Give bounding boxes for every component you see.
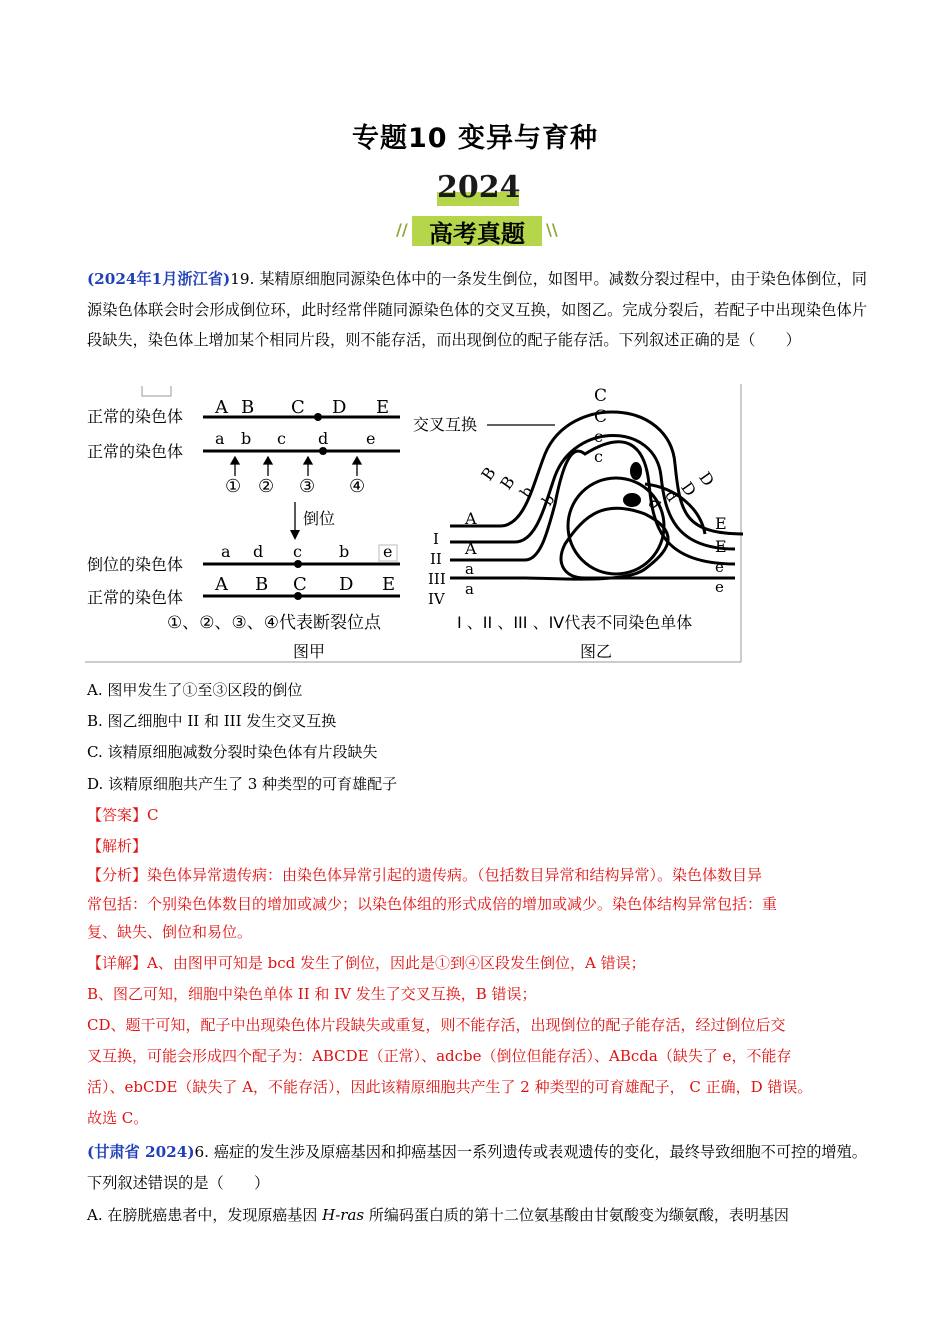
breakpoint-2: ②	[258, 476, 275, 497]
jia-row4-gene: E	[382, 574, 396, 595]
jia-row2-gene: d	[318, 429, 329, 448]
detail-line: 【详解】A、由图甲可知是 bcd 发生了倒位，因此是①到④区段发生倒位，A 错误；	[87, 954, 646, 972]
banner-text: 高考真题	[429, 220, 525, 248]
figure-svg	[85, 384, 743, 664]
down-arrow-icon	[290, 530, 300, 540]
analysis-label: 【解析】	[87, 837, 148, 855]
section-banner	[396, 212, 566, 248]
jia-row4-label: 正常的染色体	[87, 588, 184, 607]
jia-row2-gene: a	[215, 429, 225, 448]
yi-right-end: e	[715, 558, 724, 576]
yi-crossover-label: 交叉互换	[413, 415, 478, 434]
year-badge	[437, 170, 519, 210]
yi-top-gene: C	[594, 407, 608, 427]
jia-arrow-label: 倒位	[303, 509, 336, 528]
yi-left-gene: B	[477, 463, 500, 485]
yi-left-end: a	[465, 580, 474, 598]
jia-row2-gene: c	[277, 429, 286, 448]
yi-strand-label: III	[428, 570, 446, 588]
yi-right-gene: d	[644, 494, 665, 514]
jia-row1-label: 正常的染色体	[87, 407, 184, 426]
jia-row3-gene: b	[339, 542, 350, 561]
slash-right-icon: \\	[546, 220, 558, 239]
breakpoint-4: ④	[349, 476, 366, 497]
yi-right-gene: D	[695, 468, 719, 490]
option-b: B. 图乙细胞中 II 和 III 发生交叉互换	[87, 712, 337, 730]
jia-row3-gene: a	[221, 542, 231, 561]
jia-row3-gene: c	[293, 542, 302, 561]
question-1-source: (2024年1月浙江省)	[87, 270, 231, 288]
yi-caption: I 、II 、III 、IV代表不同染色单体	[457, 613, 693, 632]
option-a-suffix: 所编码蛋白质的第十二位氨基酸由甘氨酸变为缬氨酸，表明基因	[364, 1206, 789, 1224]
question-1-figure	[85, 384, 743, 664]
jia-row2-gene: e	[366, 429, 376, 448]
yi-left-end: a	[465, 560, 474, 578]
jia-row4-gene: B	[255, 574, 269, 595]
jia-row2-gene: b	[241, 429, 252, 448]
yi-top-gene: C	[594, 386, 608, 406]
jia-row3-gene: d	[253, 542, 264, 561]
yi-name: 图乙	[580, 642, 613, 661]
yi-left-end: A	[465, 509, 477, 528]
yi-top-gene: c	[594, 447, 603, 466]
jia-row1-gene: C	[291, 397, 305, 418]
yi-right-gene: D	[677, 478, 701, 500]
jia-row1-gene: E	[376, 397, 390, 418]
yi-strand-label: II	[430, 550, 442, 568]
gene-name: H-ras	[322, 1206, 365, 1224]
detail-line: B、图乙可知，细胞中染色单体 II 和 IV 发生了交叉互换，B 错误；	[87, 985, 537, 1003]
option-a: A. 图甲发生了①至③区段的倒位	[87, 681, 303, 699]
yi-right-end: E	[715, 514, 727, 533]
yi-right-end: E	[715, 537, 727, 556]
question-2-text: 6. 癌症的发生涉及原癌基因和抑癌基因一系列遗传或表观遗传的变化，最终导致细胞不可控的增殖。下列叙述错误的是（ ）	[87, 1143, 867, 1192]
yi-strand-label: I	[433, 530, 439, 548]
analysis-line: 【分析】染色体异常遗传病：由染色体异常引起的遗传病。（包括数目异常和结构异常）。染色体数目异	[87, 866, 763, 884]
jia-row1-gene: A	[215, 397, 228, 418]
jia-row4-gene: C	[293, 574, 307, 595]
detail-line: CD、题干可知，配子中出现染色体片段缺失或重复，则不能存活，出现倒位的配子能存活，经过倒位后交	[87, 1016, 786, 1034]
breakpoint-1: ①	[225, 476, 242, 497]
yi-top-gene: c	[594, 427, 603, 446]
breakpoint-3: ③	[299, 476, 316, 497]
yi-left-end: A	[465, 539, 477, 558]
question-2-stem	[87, 1137, 867, 1198]
question-2-option-a	[87, 1205, 789, 1225]
option-c: C. 该精原细胞减数分裂时染色体有片段缺失	[87, 743, 378, 761]
jia-row4-gene: D	[339, 574, 354, 595]
analysis-line: 常包括：个别染色体数目的增加或减少；以染色体组的形式成倍的增加或减少。染色体结构异常包括：重	[87, 895, 778, 913]
jia-row3-gene: e	[383, 542, 393, 561]
detail-line: 故选 C。	[87, 1109, 149, 1127]
yi-left-gene: B	[496, 472, 519, 494]
jia-row1-gene: D	[332, 397, 347, 418]
answer: 【答案】C	[87, 806, 159, 824]
detail-line: 活）、ebCDE（缺失了 A，不能存活），因此该精原细胞共产生了 2 种类型的可育雄配子， C 正确，D 错误。	[87, 1078, 813, 1096]
jia-row4-gene: A	[215, 574, 228, 595]
year-text: 2024	[437, 170, 521, 205]
option-d: D. 该精原细胞共产生了 3 种类型的可育雄配子	[87, 775, 398, 793]
yi-left-gene: b	[516, 482, 537, 502]
yi-left-gene: b	[538, 490, 559, 510]
yi-right-gene: d	[661, 486, 682, 506]
jia-caption: ①、②、③、④代表断裂位点	[167, 613, 381, 633]
question-1-text: 19. 某精原细胞同源染色体中的一条发生倒位，如图甲。减数分裂过程中，由于染色体倒位，同源染色体联会时会形成倒位环，此时经常伴随同源染色体的交叉互换，如图乙。完成分裂后，若配子中出现染色体片段缺失，染色体上增加某个相同片段，则不能存活，而出现倒位的配子能存活。下列叙述正确的是（ ）	[87, 270, 867, 349]
yi-right-end: e	[715, 578, 724, 596]
jia-row2-label: 正常的染色体	[87, 442, 184, 461]
jia-name: 图甲	[293, 642, 326, 661]
page-title: 专题10 变异与育种	[352, 123, 598, 154]
slash-left-icon: //	[396, 220, 408, 239]
analysis-line: 复、缺失、倒位和易位。	[87, 923, 253, 941]
yi-strand-label: IV	[428, 590, 445, 608]
question-2-source: (甘肃省 2024)	[87, 1143, 195, 1161]
option-a-prefix: A. 在膀胱癌患者中，发现原癌基因	[87, 1206, 323, 1224]
jia-row1-gene: B	[241, 397, 255, 418]
question-1-stem	[87, 264, 867, 356]
jia-row3-label: 倒位的染色体	[87, 555, 184, 574]
detail-line: 叉互换，可能会形成四个配子为：ABCDE（正常）、adcbe（倒位但能存活）、ABcda（缺失了 e，不能存	[87, 1047, 792, 1065]
